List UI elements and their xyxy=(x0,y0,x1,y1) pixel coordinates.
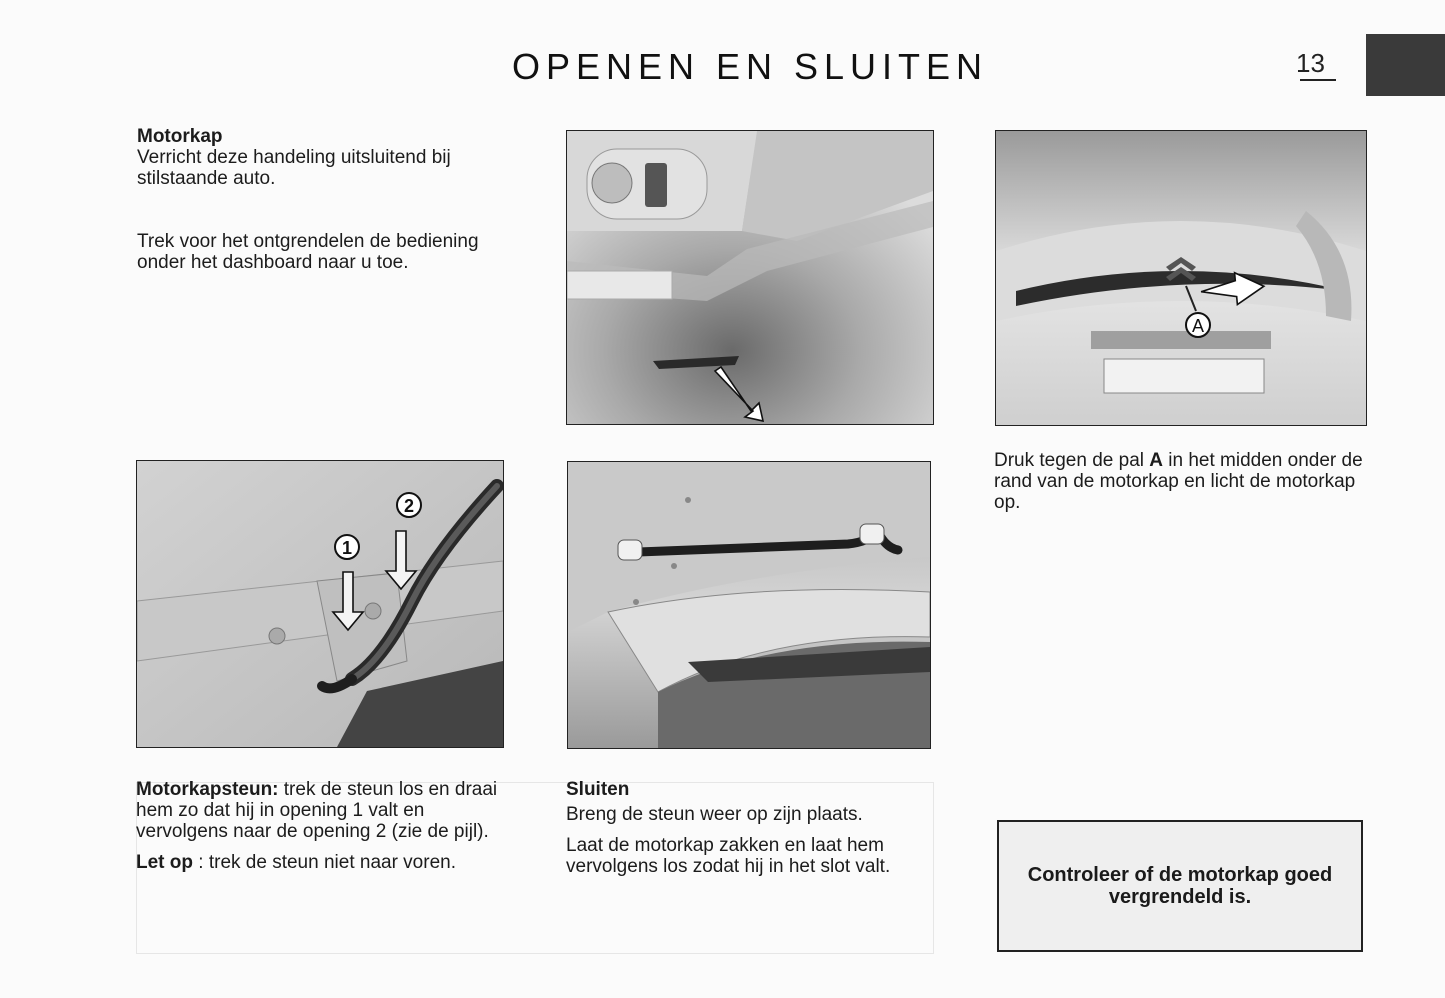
caption-bold-a: A xyxy=(1149,450,1163,471)
motorkap-heading: Motorkap xyxy=(137,126,223,147)
sluiten-heading: Sluiten xyxy=(566,779,630,800)
support-label-2: 2 xyxy=(403,496,415,516)
photo-support-openings xyxy=(136,460,504,748)
notice-box xyxy=(997,820,1363,952)
support-label-1: 1 xyxy=(341,538,353,558)
hood-latch-caption xyxy=(994,450,1369,513)
photo-hood-latch xyxy=(995,130,1367,426)
notice-text: Controleer of de motorkap goed vergrendeld is. xyxy=(1027,864,1333,908)
photo-dashboard-release xyxy=(566,130,934,425)
sluiten-para2: Laat de motorkap zakken en laat hem vervolgens los zodat hij in het slot valt. xyxy=(566,835,891,877)
steun-section xyxy=(136,779,506,873)
steun-note-heading: Let op xyxy=(136,852,193,873)
caption-text-post: in het midden onder de rand van de motorkap en licht de motorkap op. xyxy=(994,450,1363,513)
chapter-tab xyxy=(1366,34,1445,96)
steun-note-text: : trek de steun niet naar voren. xyxy=(193,852,456,873)
hood-latch-label-a: A xyxy=(1191,316,1205,336)
sluiten-section xyxy=(566,779,936,877)
photo-support-closed xyxy=(567,461,931,749)
motorkap-section xyxy=(137,126,507,273)
sluiten-para1: Breng de steun weer op zijn plaats. xyxy=(566,804,863,825)
page-number: 13 xyxy=(1296,48,1325,78)
steun-text: trek de steun los en draai hem zo dat hij in opening 1 valt en vervolgens naar de opening 2 (zie de pijl). xyxy=(136,779,498,842)
page-title: OPENEN EN SLUITEN xyxy=(511,46,989,87)
motorkap-intro: Verricht deze handeling uitsluitend bij stilstaande auto. xyxy=(137,147,451,189)
page-number-underline xyxy=(1300,79,1336,81)
caption-text-pre: Druk tegen de pal xyxy=(994,450,1150,471)
steun-heading: Motorkapsteun: xyxy=(136,779,279,800)
motorkap-release: Trek voor het ontgrendelen de bediening onder het dashboard naar u toe. xyxy=(137,231,479,273)
